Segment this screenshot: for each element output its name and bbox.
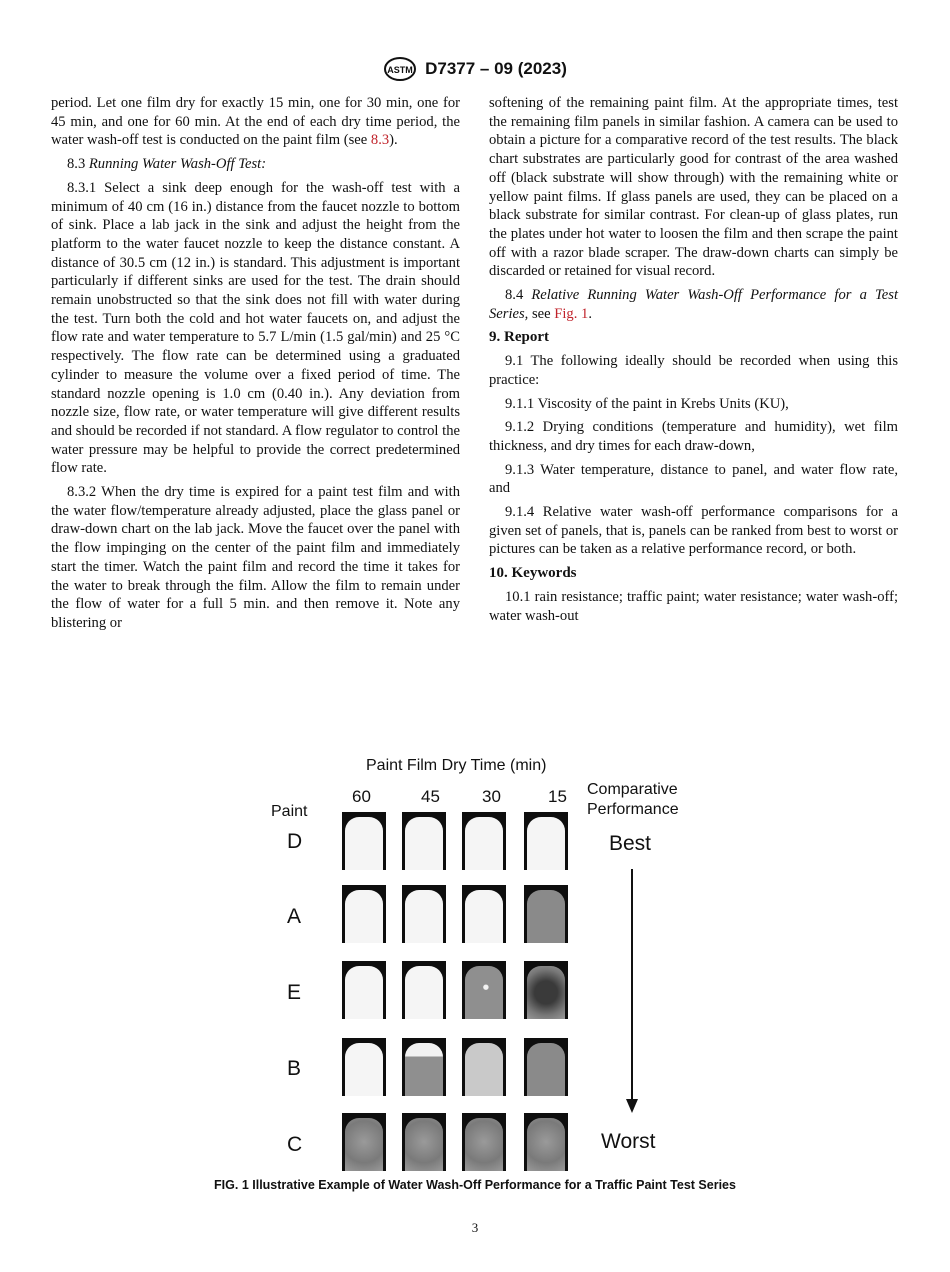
section-8-3-heading: 8.3 Running Water Wash-Off Test: (67, 156, 267, 173)
panel-image (462, 885, 506, 943)
paint-row-label: C (287, 1133, 303, 1156)
dry-time-label: 30 (482, 787, 501, 806)
panel-image (402, 1113, 446, 1171)
panel-image (462, 961, 506, 1019)
paragraph-continuation: period. Let one film dry for exactly 15 min, one for 30 min, one for 45 min, and one for 60 min. At the end of each dry time period, the water wash-off test is conducted on the paint film (see 8.3). (51, 95, 460, 149)
paint-axis-label: Paint (271, 803, 308, 820)
panel-image (402, 1038, 446, 1096)
astm-logo-icon (383, 56, 417, 82)
section-10-1: 10.1 rain resistance; traffic paint; water resistance; water wash-off; water wash-out (489, 588, 898, 624)
dry-time-label: 60 (352, 787, 371, 806)
section-9-1-4: 9.1.4 Relative water wash-off performance comparisons for a given set of panels, that is, panels can be ranked from best to worst or pictures can be taken as a relative performance record, or both. (489, 504, 898, 558)
panel-image (402, 812, 446, 870)
dry-time-label: 45 (421, 787, 440, 806)
section-9-1-1: 9.1.1 Viscosity of the paint in Krebs Units (KU), (505, 395, 789, 412)
keywords-heading: 10. Keywords (489, 565, 577, 582)
panel-image (342, 812, 386, 870)
figure-caption: FIG. 1 Illustrative Example of Water Wash-Off Performance for a Traffic Paint Test Series (214, 1178, 736, 1192)
panel-image (342, 1038, 386, 1096)
left-column (51, 94, 460, 638)
section-8-3-1: 8.3.1 Select a sink deep enough for the wash-off test with a minimum of 40 cm (16 in.) distance from the faucet nozzle to bottom of sink. Place a lab jack in the sink and adjust the height from the platform to the water faucet nozzle to keep the distance constant. A distance of 30.5 cm (12 in.) is standard. This adjustment is important particularly if different sinks are used for the test. The drain should remain unobstructed so that the sink does not fill with water during the test. Turn both the cold and hot water faucets on, and adjust the flow rate and water temperature to 5.7 L/min (1.5 gal/min) and 25 °C respectively. The flow rate can be determined using a graduated cylinder to measure the volume over a fixed period of time. The standard nozzle opening is 1.0 cm (0.40 in.). Any deviation from nozzle size, flow rate, or water temperature will give different results and should be recorded if not standard. A flow regulator to control the water pressure may be helpful to provide the correct predetermined flow rate. (51, 179, 460, 477)
panel-image (462, 1038, 506, 1096)
paragraph-continuation-right: softening of the remaining paint film. At the appropriate times, test the remaining film panels in similar fashion. A camera can be used to obtain a picture for a comparative record of the test results. The black chart substrates are particularly good for contrast of the area washed off (black substrate will show through) with the remaining white or yellow paint films. If glass panels are used, they can be placed on a black substrate for similar contrast. For clean-up of glass plates, run the plates under hot water to loosen the film and then scrape the paint off with a razor blade scraper. The draw-down charts can simply be discarded or retained for visual record. (489, 95, 898, 280)
logo-text: ASTM (387, 65, 413, 75)
section-8-4: 8.4 Relative Running Water Wash-Off Performance for a Test Series, see Fig. 1. (489, 287, 898, 322)
panel-image (462, 812, 506, 870)
panel-image (524, 961, 568, 1019)
comparative-performance-label: Comparative Performance (587, 781, 679, 818)
worst-label: Worst (601, 1130, 656, 1153)
panel-image (524, 1113, 568, 1171)
panel-image (524, 885, 568, 943)
standard-id: D7377 – 09 (2023) (425, 59, 567, 78)
dry-time-label: 15 (548, 787, 567, 806)
best-label: Best (609, 832, 652, 855)
panel-image (342, 1113, 386, 1171)
figure-1 (260, 755, 690, 1175)
paint-row-label: D (287, 830, 303, 853)
figure-title: Paint Film Dry Time (min) (366, 757, 547, 774)
section-9-1-3: 9.1.3 Water temperature, distance to panel, and water flow rate, and (489, 461, 898, 497)
panel-image (402, 885, 446, 943)
section-8-3-2: 8.3.2 When the dry time is expired for a paint test film and with the water flow/temperature already adjusted, place the glass panel or draw-down chart on the lab jack. Move the faucet over the panel with the flow impinging on the center of the paint film and immediately start the timer. Watch the paint film and record the time it takes for the water to break through the film. Allow the film to remain under the flow of water for a full 5 min. and then remove it. Note any blistering or (51, 484, 460, 631)
paint-row-label: E (287, 981, 302, 1004)
section-9-1-2: 9.1.2 Drying conditions (temperature and humidity), wet film thickness, and dry times for each draw-down, (489, 419, 898, 454)
section-8-3-link[interactable]: 8.3 (370, 132, 390, 149)
paint-row-label: A (287, 905, 302, 928)
report-heading: 9. Report (489, 329, 549, 346)
panel-image (524, 1038, 568, 1096)
panel-image (524, 812, 568, 870)
page-header (0, 55, 950, 83)
page-number: 3 (471, 1220, 479, 1235)
down-arrow-icon (622, 867, 642, 1120)
right-column (489, 94, 898, 630)
panel-image (402, 961, 446, 1019)
panel-image (342, 885, 386, 943)
panel-image (342, 961, 386, 1019)
paint-row-label: B (287, 1057, 302, 1080)
section-9-1: 9.1 The following ideally should be recorded when using this practice: (489, 353, 898, 388)
fig-1-link[interactable]: Fig. 1 (554, 305, 589, 322)
panel-image (462, 1113, 506, 1171)
